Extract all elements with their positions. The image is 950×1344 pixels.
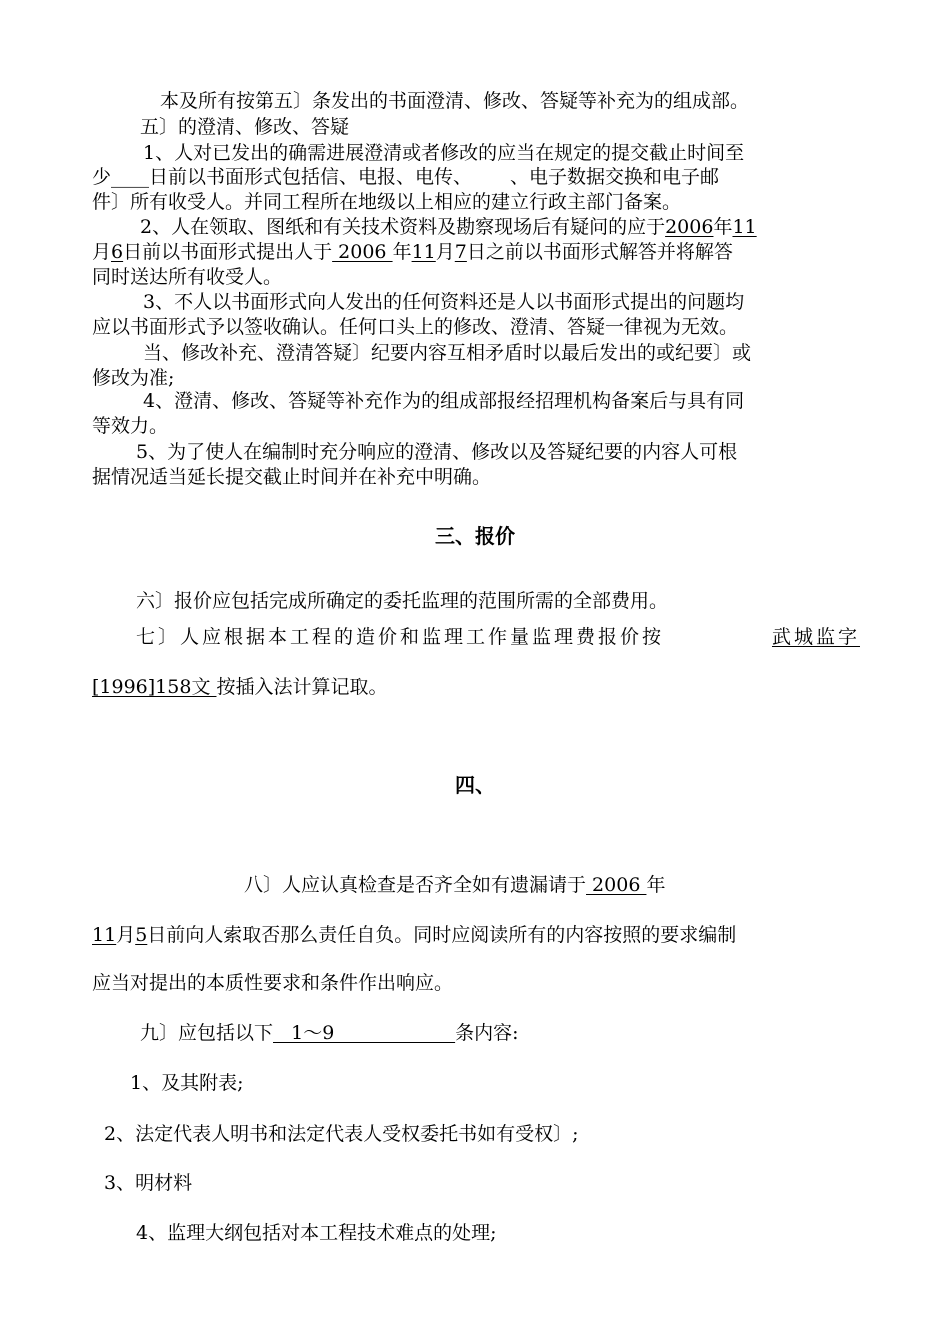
- date-month: 11: [732, 216, 757, 238]
- paragraph-line: 2、人在领取、图纸和有关技术资料及勘察现场后有疑问的应于2006年11: [140, 216, 757, 238]
- paragraph-line: 据情况适当延长提交截止时间并在补充中明确。: [92, 466, 492, 488]
- date-year: 2006: [586, 874, 647, 896]
- item-count-field: 1～9: [273, 1022, 456, 1044]
- paragraph-line: 六〕报价应包括完成所确定的委托监理的范围所需的全部费用。: [136, 590, 669, 612]
- paragraph-line: 少____日前以书面形式包括信、电报、电传、 、电子数据交换和电子邮: [92, 166, 720, 188]
- reference-document: [1996]158文: [92, 676, 217, 698]
- reference-document: 武城监字: [771, 626, 860, 648]
- paragraph-line: 八〕人应认真检查是否齐全如有遗漏请于 2006 年: [244, 874, 666, 896]
- date-day: 7: [454, 241, 467, 263]
- date-month: 11: [92, 924, 117, 946]
- blank-field: ____: [111, 166, 150, 188]
- list-item: 1、及其附表;: [130, 1072, 244, 1094]
- list-item: 2、法定代表人明书和法定代表人受权委托书如有受权〕;: [104, 1123, 579, 1145]
- paragraph-line: 3、不人以书面形式向人发出的任何资料还是人以书面形式提出的问题均: [143, 291, 745, 313]
- paragraph-line: 1、人对已发出的确需进展澄清或者修改的应当在规定的提交截止时间至: [143, 142, 745, 164]
- paragraph-line: 月6日前以书面形式提出人于 2006 年11月7日之前以书面形式解答并将解答: [92, 241, 733, 263]
- paragraph-line: 修改为准;: [92, 367, 175, 389]
- list-item: 4、监理大纲包括对本工程技术难点的处理;: [136, 1222, 497, 1244]
- section-heading: 四、: [455, 773, 495, 797]
- list-item: 3、明材料: [104, 1172, 193, 1194]
- paragraph-line: 11月5日前向人索取否那么责任自负。同时应阅读所有的内容按照的要求编制: [92, 924, 737, 946]
- date-year: 2006: [665, 216, 714, 238]
- paragraph-line: 5、为了使人在编制时充分响应的澄清、修改以及答疑纪要的内容人可根: [136, 441, 738, 463]
- paragraph-line: 应以书面形式予以签收确认。任何口头上的修改、澄清、答疑一律视为无效。: [92, 316, 739, 338]
- date-month: 11: [411, 241, 436, 263]
- date-day: 5: [135, 924, 148, 946]
- paragraph-line: 件〕所有收受人。并同工程所在地级以上相应的建立行政主部门备案。: [92, 191, 682, 213]
- paragraph-line: 等效力。: [92, 415, 169, 437]
- section-heading: 三、报价: [435, 524, 515, 548]
- paragraph-line: [1996]158文 按插入法计算记取。: [92, 676, 388, 698]
- paragraph-line: 本及所有按第五〕条发出的书面澄清、修改、答疑等补充为的组成部。: [160, 90, 750, 112]
- paragraph-line: 4、澄清、修改、答疑等补充作为的组成部报经招理机构备案后与具有同: [143, 390, 745, 412]
- paragraph-line: 同时送达所有收受人。: [92, 266, 283, 288]
- paragraph-line: 七〕人应根据本工程的造价和监理工作量监理费报价按 武城监字: [136, 626, 860, 648]
- paragraph-line: 九〕应包括以下 1～9 条内容:: [140, 1022, 519, 1044]
- date-year: 2006: [332, 241, 393, 263]
- paragraph-line: 应当对提出的本质性要求和条件作出响应。: [92, 972, 454, 994]
- paragraph-line: 当、修改补充、澄清答疑〕纪要内容互相矛盾时以最后发出的或纪要〕或: [143, 342, 752, 364]
- subsection-title: 五〕的澄清、修改、答疑: [140, 116, 350, 138]
- date-day: 6: [111, 241, 124, 263]
